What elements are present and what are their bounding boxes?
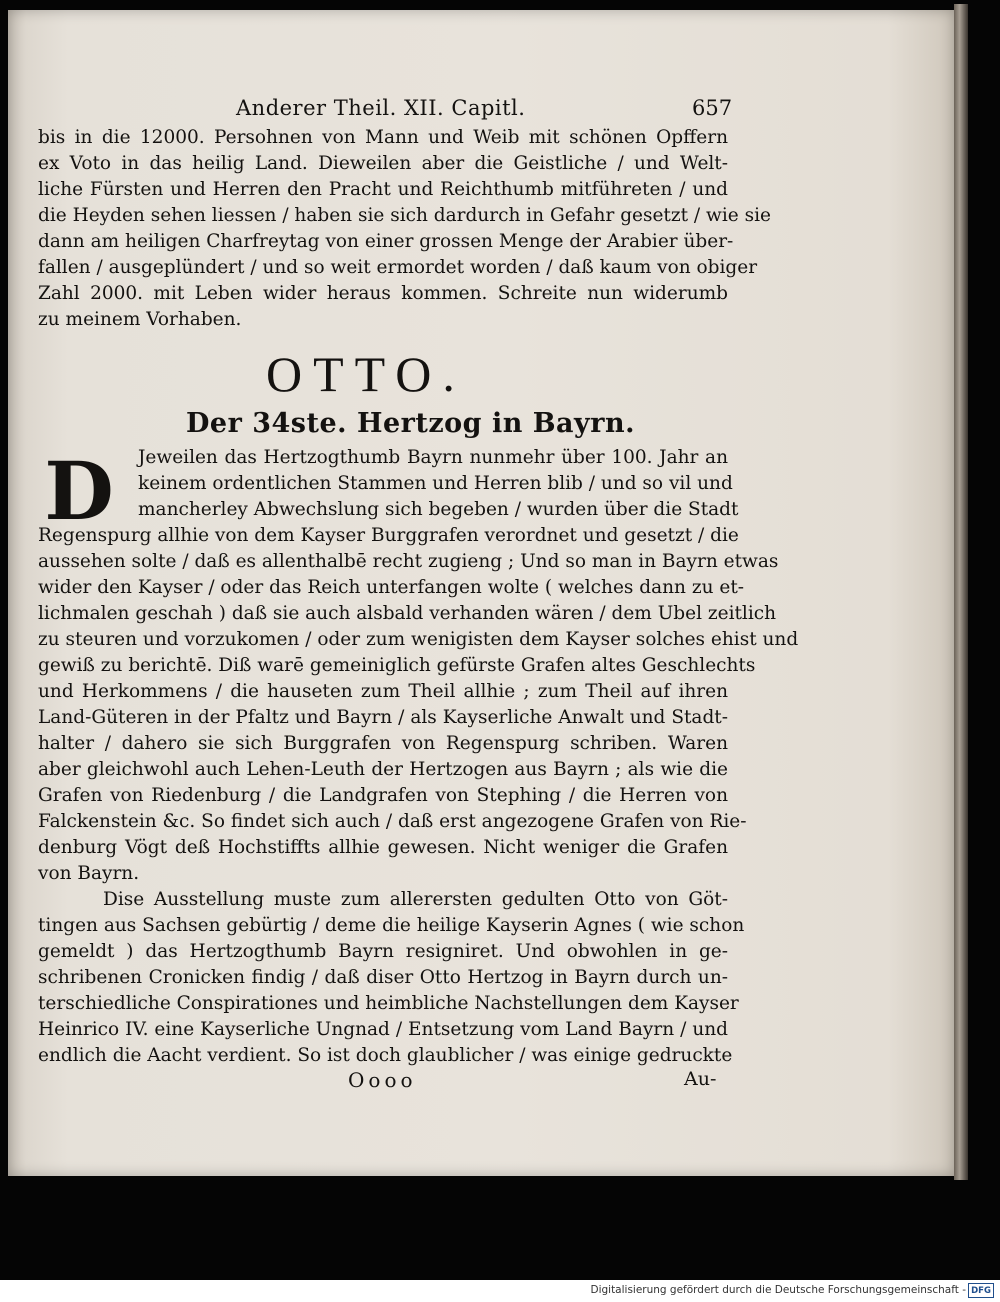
drop-cap-initial: D [44,444,114,538]
text-line: gewiß zu berichtē. Diß warē gemeiniglich gefürste Grafen altes Geschlechts [38,655,756,676]
text-line: lichmalen geschah ) daß sie auch alsbald verhanden wären / dem Ubel zeitlich [38,603,777,624]
text-line: liche Fürsten und Herren den Pracht und Reichthumb mitführeten / und [38,179,728,200]
text-line: wider den Kayser / oder das Reich unterfangen wolte ( welches dann zu et- [38,577,745,598]
text-line: die Heyden sehen liessen / haben sie sich dardurch in Gefahr gesetzt / wie sie [38,205,771,226]
text-line: Falckenstein &c. So findet sich auch / daß erst angezogene Grafen von Rie- [38,811,747,832]
text-line: tingen aus Sachsen gebürtig / deme die heilige Kayserin Agnes ( wie schon [38,915,745,936]
text-line: terschiedliche Conspirationes und heimbliche Nachstellungen dem Kayser [38,993,739,1014]
text-line: Dise Ausstellung muste zum allerersten gedulten Otto von Göt- [103,889,728,910]
text-line: gemeldt ) das Hertzogthumb Bayrn resigniret. Und obwohlen in ge- [38,941,728,962]
chapter-subtitle: Der 34ste. Hertzog in Bayrn. [186,408,635,439]
text-line: Land-Güteren in der Pfaltz und Bayrn / als Kayserliche Anwalt und Stadt- [38,707,728,728]
funding-note: Digitalisierung gefördert durch die Deutsche Forschungsgemeinschaft - [590,1284,966,1296]
text-line: schribenen Cronicken findig / daß diser Otto Hertzog in Bayrn durch un- [38,967,728,988]
text-line: fallen / ausgeplündert / und so weit ermordet worden / daß kaum von obiger [38,257,758,278]
page-number: 657 [692,96,733,120]
text-line: denburg Vögt deß Hochstiffts allhie gewesen. Nicht weniger die Grafen [38,837,728,858]
page-edge [954,4,968,1180]
text-line: aber gleichwohl auch Lehen-Leuth der Hertzogen aus Bayrn ; als wie die [38,759,728,780]
text-line: keinem ordentlichen Stammen und Herren blib / und so vil und [138,473,733,494]
text-line: aussehen solte / daß es allenthalbē recht zugieng ; Und so man in Bayrn etwas [38,551,779,572]
catchword: Au- [684,1068,717,1090]
text-line: und Herkommens / die hauseten zum Theil allhie ; zum Theil auf ihren [38,681,728,702]
text-line: Zahl 2000. mit Leben wider heraus kommen. Schreite nun widerumb [38,283,728,304]
text-line: Grafen von Riedenburg / die Landgrafen von Stephing / die Herren von [38,785,728,806]
dfg-logo-icon: DFG [968,1283,994,1298]
book-page [8,10,954,1176]
text-line: Regenspurg allhie von dem Kayser Burggrafen verordnet und gesetzt / die [38,525,739,546]
text-line: Jeweilen das Hertzogthumb Bayrn nunmehr über 100. Jahr an [138,447,728,468]
text-line: ex Voto in das heilig Land. Dieweilen aber die Geistliche / und Welt- [38,153,728,174]
running-head: Anderer Theil. XII. Capitl. [236,96,526,120]
chapter-title: OTTO. [266,346,466,402]
text-line: halter / dahero sie sich Burggrafen von Regenspurg schriben. Waren [38,733,728,754]
text-line: dann am heiligen Charfreytag von einer grossen Menge der Arabier über- [38,231,734,252]
text-line: endlich die Aacht verdient. So ist doch glaublicher / was einige gedruckte [38,1045,733,1066]
signature-mark: Oooo [348,1068,417,1092]
text-line: mancherley Abwechslung sich begeben / wurden über die Stadt [138,499,739,520]
text-line: zu steuren und vorzukomen / oder zum wenigisten dem Kayser solches ehist und [38,629,799,650]
text-line: zu meinem Vorhaben. [38,309,242,330]
text-line: bis in die 12000. Persohnen von Mann und Weib mit schönen Opffern [38,127,728,148]
text-line: von Bayrn. [38,863,140,884]
text-line: Heinrico IV. eine Kayserliche Ungnad / Entsetzung vom Land Bayrn / und [38,1019,728,1040]
